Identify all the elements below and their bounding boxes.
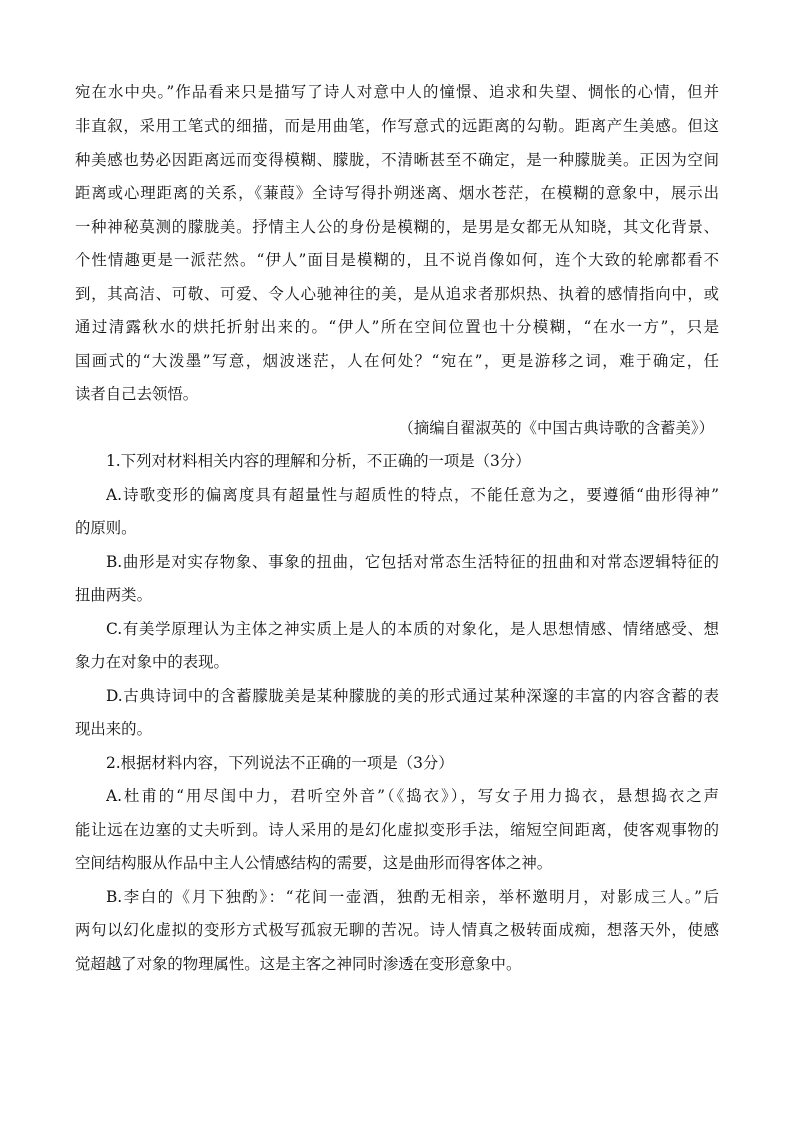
passage-line: 宛在水中央。”作品看来只是描写了诗人对意中人的憧憬、追求和失望、惆怅的心情，但并	[75, 83, 719, 101]
option-line: B.李白的《月下独酌》：“花间一壶酒，独酌无相亲，举杯邀明月，对影成三人。”后	[106, 888, 719, 906]
option-line: 现出来的。	[75, 720, 152, 738]
option-line: 两句以幻化虚拟的变形方式极写孤寂无聊的苦况。诗人情真之极转面成痴，想落天外，使感	[75, 921, 719, 939]
passage-line: 非直叙，采用工笔式的细描，而是用曲笔，作写意式的远距离的勾勒。距离产生美感。但这	[75, 117, 719, 135]
option-line: 能让远在边塞的丈夫听到。诗人采用的是幻化虚拟变形手法，缩短空间距离，使客观事物的	[75, 821, 719, 839]
option-line: A.杜甫的“用尽闺中力，君听空外音”（《捣衣》），写女子用力捣衣，悬想捣衣之声	[106, 787, 719, 805]
option-line: 扭曲两类。	[75, 586, 152, 604]
option-line: 觉超越了对象的物理属性。这是主客之神同时渗透在变形意象中。	[75, 955, 522, 973]
option-line: 的原则。	[75, 519, 137, 537]
option-line: 空间结构服从作品中主人公情感结构的需要，这是曲形而得客体之神。	[75, 854, 553, 872]
question-stem: 2.根据材料内容，下列说法不正确的一项是（3分）	[106, 754, 454, 772]
passage-line: 读者自己去领悟。	[75, 385, 199, 403]
passage-line: 到，其高洁、可敬、可爱、令人心驰神往的美，是从追求者那炽热、执着的感情指向中，或	[75, 285, 719, 303]
passage-source: （摘编自翟淑英的《中国古典诗歌的含蓄美》）	[398, 419, 714, 437]
option-line: C.有美学原理认为主体之神实质上是人的本质的对象化，是人思想情感、情绪感受、想	[106, 620, 719, 638]
question-stem: 1.下列对材料相关内容的理解和分析，不正确的一项是（3分）	[106, 452, 531, 470]
passage-line: 种美感也势必因距离远而变得模糊、朦胧，不清晰甚至不确定，是一种朦胧美。正因为空间	[75, 151, 719, 169]
passage-line: 通过清露秋水的烘托折射出来的。“伊人”所在空间位置也十分模糊，“在水一方”，只是	[75, 318, 719, 336]
option-line: B.曲形是对实存物象、事象的扭曲，它包括对常态生活特征的扭曲和对常态逻辑特征的	[106, 553, 719, 571]
option-line: A.诗歌变形的偏离度具有超量性与超质性的特点，不能任意为之，要遵循“曲形得神”	[106, 486, 719, 504]
passage-line: 国画式的“大泼墨”写意，烟波迷茫，人在何处？“宛在”，更是游移之词，难于确定，任	[75, 352, 719, 370]
option-line: 象力在对象中的表现。	[75, 653, 229, 671]
option-line: D.古典诗词中的含蓄朦胧美是某种朦胧的美的形式通过某种深邃的丰富的内容含蓄的表	[106, 687, 719, 705]
passage-line: 一种神秘莫测的朦胧美。抒情主人公的身份是模糊的，是男是女都无从知晓，其文化背景、	[75, 218, 719, 236]
passage-line: 个性情趣更是一派茫然。“伊人”面目是模糊的，且不说肖像如何，连个大致的轮廓都看不	[75, 251, 719, 269]
passage-line: 距离或心理距离的关系，《蒹葭》全诗写得扑朔迷离、烟水苍茫，在模糊的意象中，展示出	[75, 184, 719, 202]
